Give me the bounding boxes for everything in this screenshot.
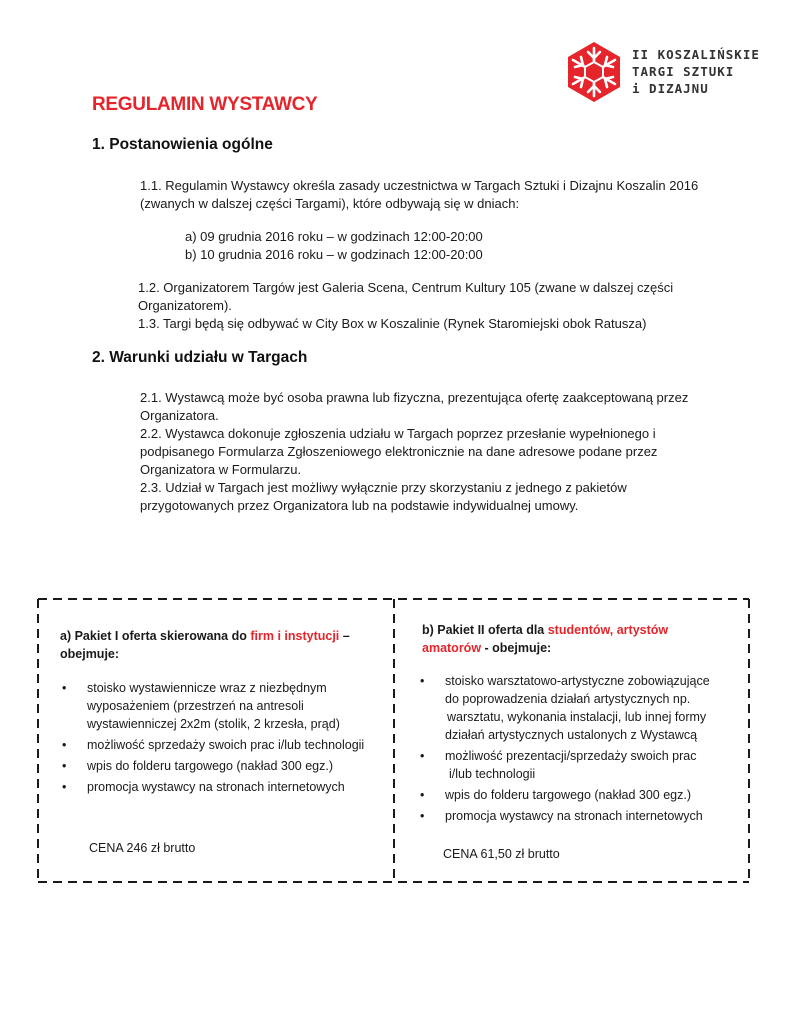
list-item (420, 807, 750, 825)
paragraph-2-2-line-2: podpisanego Formularza Zgłoszeniowego elektronicznie na dane adresowe podane przez (140, 444, 658, 459)
paragraph-1-1 (140, 177, 698, 213)
list-item (62, 778, 382, 796)
package-b-heading-highlight-1: studentów, artystów (547, 623, 669, 637)
list-item-line: stoisko warsztatowo-artystyczne zobowiązujące (445, 674, 710, 688)
section-1-heading: 1. Postanowienia ogólne (92, 136, 273, 153)
list-item (62, 736, 382, 754)
logo-line-1: II KOSZALIŃSKIE (632, 47, 760, 62)
paragraph-2-2-line-1: 2.2. Wystawca dokonuje zgłoszenia udziału w Targach poprzez przesłanie wypełnionego i (140, 426, 656, 441)
package-b-heading (422, 621, 742, 657)
paragraph-2-3-line-1: 2.3. Udział w Targach jest możliwy wyłącznie przy skorzystaniu z jednego z pakietów (140, 480, 627, 495)
list-item (420, 747, 750, 783)
package-a-heading-line-2: obejmuje: (60, 647, 120, 661)
logo-text (632, 46, 760, 97)
snowflake-logo-icon (562, 40, 626, 104)
package-a-heading-suffix: – (339, 629, 350, 643)
bullet-icon: • (420, 788, 425, 802)
paragraph-1-2-line-1: 1.2. Organizatorem Targów jest Galeria Scena, Centrum Kultury 105 (zwane w dalszej części (138, 280, 674, 295)
bullet-icon: • (62, 738, 67, 752)
list-item (420, 786, 750, 804)
package-b-heading-line-1 (422, 621, 742, 639)
logo-line-2: TARGI SZTUKI (632, 64, 735, 79)
paragraph-2-3-line-2: przygotowanych przez Organizatora lub na podstawie indywidualnej umowy. (140, 498, 579, 513)
paragraph-1-1-line-1: 1.1. Regulamin Wystawcy określa zasady uczestnictwa w Targach Sztuki i Dizajnu Koszalin 2016 (140, 178, 699, 193)
paragraph-2-1-line-1: 2.1. Wystawcą może być osoba prawna lub fizyczna, prezentująca ofertę zaakceptowaną przez (140, 390, 689, 405)
paragraph-2-1-line-2: Organizatora. (140, 408, 219, 423)
list-item (62, 757, 382, 775)
logo-line-3: i DIZAJNU (632, 81, 709, 96)
package-b-price: CENA 61,50 zł brutto (443, 847, 560, 861)
bullet-icon: • (420, 749, 425, 763)
paragraph-1-2 (138, 279, 673, 333)
package-b-heading-prefix: b) Pakiet II oferta dla (422, 623, 548, 637)
paragraph-2-2-line-3: Organizatora w Formularzu. (140, 462, 302, 477)
logo (562, 40, 762, 104)
list-item-line: wpis do folderu targowego (nakład 300 egz.) (87, 759, 333, 773)
bullet-icon: • (62, 681, 67, 695)
bullet-icon: • (420, 809, 425, 823)
list-item (62, 679, 382, 733)
list-item-line: promocja wystawcy na stronach internetowych (87, 780, 345, 794)
list-item-line: warsztatu, wykonania instalacji, lub innej formy (447, 710, 707, 724)
list-item-line: stoisko wystawiennicze wraz z niezbędnym (87, 681, 327, 695)
package-a-price: CENA 246 zł brutto (89, 841, 196, 855)
date-a: a) 09 grudnia 2016 roku – w godzinach 12:00-20:00 (185, 229, 483, 244)
list-item-line: możliwość sprzedaży swoich prac i/lub technologii (87, 738, 365, 752)
list-item (420, 672, 750, 744)
package-a-heading-line-1 (60, 627, 380, 645)
section-2-heading: 2. Warunki udziału w Targach (92, 349, 308, 366)
list-item-line: do poprowadzenia działań artystycznych np. (445, 692, 691, 706)
package-b-heading-suffix: - obejmuje: (481, 641, 552, 655)
bullet-icon: • (420, 674, 425, 688)
package-a-heading-prefix: a) Pakiet I oferta skierowana do (60, 629, 251, 643)
paragraph-1-3: 1.3. Targi będą się odbywać w City Box w Koszalinie (Rynek Staromiejski obok Ratusza) (138, 316, 647, 331)
section-2-paragraphs (140, 389, 688, 515)
list-item-line: wpis do folderu targowego (nakład 300 egz.) (445, 788, 691, 802)
list-item-line: wyposażeniem (przestrzeń na antresoli (87, 699, 304, 713)
date-b: b) 10 grudnia 2016 roku – w godzinach 12:00-20:00 (185, 247, 483, 262)
list-item-line: działań artystycznych ustalonych z Wystawcą (445, 728, 698, 742)
paragraph-1-2-line-2: Organizatorem). (138, 298, 232, 313)
date-list (185, 228, 483, 264)
page-title: REGULAMIN WYSTAWCY (92, 94, 318, 115)
bullet-icon: • (62, 759, 67, 773)
list-item-line: możliwość prezentacji/sprzedaży swoich prac (445, 749, 697, 763)
package-b-list (420, 672, 750, 828)
package-a-list (62, 679, 382, 799)
paragraph-1-1-line-2: (zwanych w dalszej części Targami), które odbywają się w dniach: (140, 196, 520, 211)
bullet-icon: • (62, 780, 67, 794)
package-b-heading-highlight-2: amatorów (422, 641, 482, 655)
package-a-heading (60, 627, 380, 663)
list-item-line: promocja wystawcy na stronach internetowych (445, 809, 703, 823)
list-item-line: wystawienniczej 2x2m (stolik, 2 krzesła, prąd) (87, 717, 340, 731)
package-a-heading-highlight: firm i instytucji (250, 629, 340, 643)
package-b-heading-line-2 (422, 639, 742, 657)
list-item-line: i/lub technologii (449, 767, 536, 781)
